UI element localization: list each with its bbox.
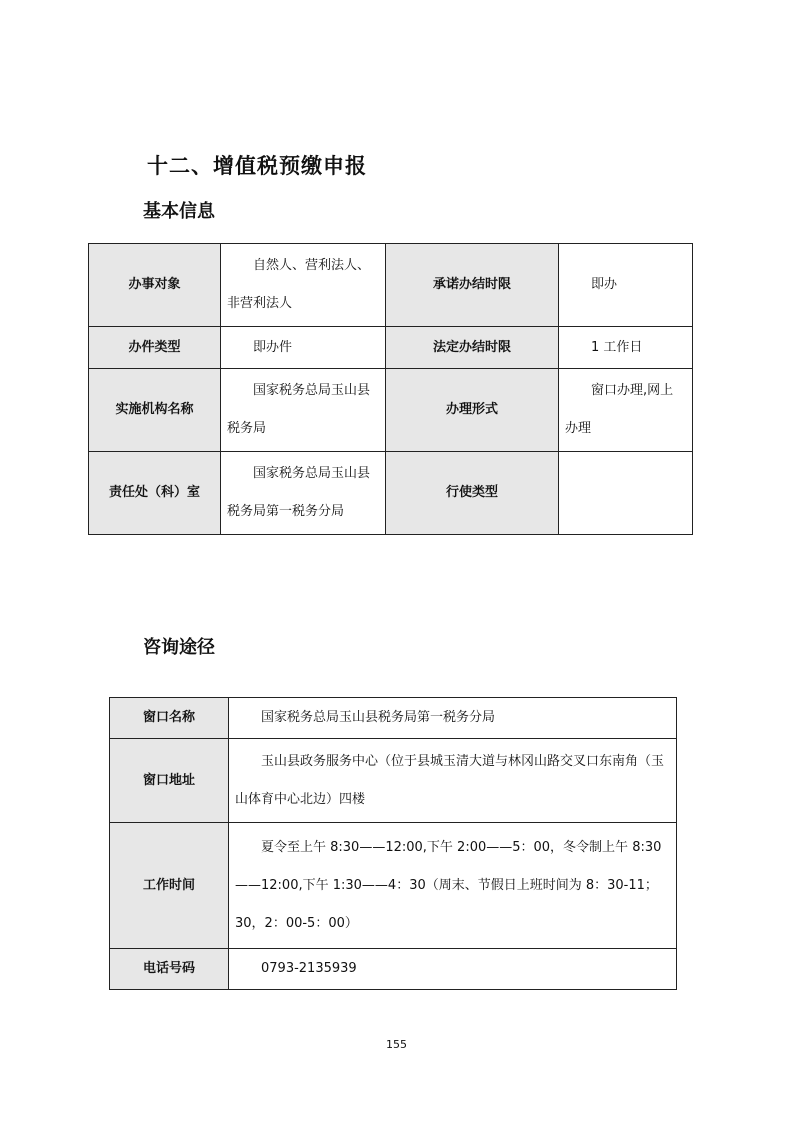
table-row	[89, 327, 693, 369]
page-number: 155	[386, 1038, 407, 1051]
basic-label: 责任处（科）室	[89, 452, 221, 535]
consult-heading: 咨询途径	[143, 637, 215, 658]
basic-label: 办理形式	[386, 369, 559, 452]
consult-table	[109, 697, 677, 990]
basic-label: 实施机构名称	[89, 369, 221, 452]
basic-label: 承诺办结时限	[386, 244, 559, 327]
basic-info-table	[88, 243, 693, 535]
consult-label: 窗口名称	[110, 698, 229, 739]
table-row	[89, 244, 693, 327]
table-row	[110, 698, 677, 739]
basic-label: 行使类型	[386, 452, 559, 535]
consult-label: 窗口地址	[110, 739, 229, 823]
table-row	[110, 949, 677, 990]
table-row	[89, 369, 693, 452]
basic-label: 办事对象	[89, 244, 221, 327]
basic-value: 自然人、营利法人、非营利法人	[221, 244, 386, 327]
page-title: 十二、增值税预缴申报	[147, 154, 367, 178]
basic-value: 即办	[559, 244, 693, 327]
basic-label: 法定办结时限	[386, 327, 559, 369]
table-row	[110, 823, 677, 949]
basic-value	[559, 452, 693, 535]
basic-value: 1 工作日	[559, 327, 693, 369]
consult-value: 玉山县政务服务中心（位于县城玉清大道与林冈山路交叉口东南角（玉山体育中心北边）四楼	[229, 739, 677, 823]
consult-value: 国家税务总局玉山县税务局第一税务分局	[229, 698, 677, 739]
basic-label: 办件类型	[89, 327, 221, 369]
consult-label: 电话号码	[110, 949, 229, 990]
consult-value: 0793-2135939	[229, 949, 677, 990]
table-row	[89, 452, 693, 535]
basic-value: 窗口办理,网上办理	[559, 369, 693, 452]
consult-label: 工作时间	[110, 823, 229, 949]
basic-value: 国家税务总局玉山县税务局第一税务分局	[221, 452, 386, 535]
basic-info-heading: 基本信息	[143, 201, 215, 222]
basic-value: 即办件	[221, 327, 386, 369]
table-row	[110, 739, 677, 823]
basic-value: 国家税务总局玉山县税务局	[221, 369, 386, 452]
consult-value: 夏令至上午 8:30——12:00,下午 2:00——5：00，冬令制上午 8:30——12:00,下午 1:30——4：30（周末、节假日上班时间为 8：30-11；30，2：00-5：00）	[229, 823, 677, 949]
